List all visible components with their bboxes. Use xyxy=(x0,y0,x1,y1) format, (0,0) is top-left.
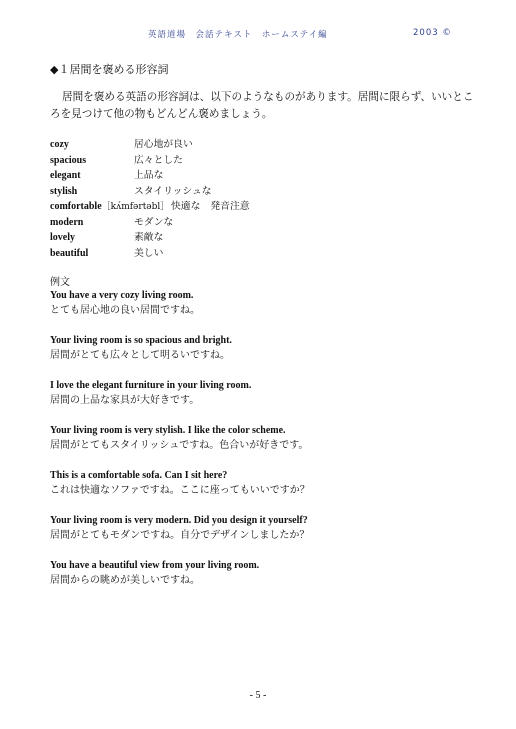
example-japanese: これは快適なソファですね。ここに座ってもいいですか？ xyxy=(50,485,310,496)
example-item xyxy=(50,558,480,588)
vocab-row xyxy=(50,168,470,184)
vocab-pronunciation: ［kʌ́mfərtəbl］ xyxy=(101,202,170,212)
example-japanese: とても居心地の良い居間ですね。 xyxy=(50,305,200,316)
example-english: You have a very cozy living room. xyxy=(50,290,194,301)
example-english: This is a comfortable sofa. Can I sit here? xyxy=(50,470,228,481)
page-header xyxy=(0,28,516,42)
vocab-row xyxy=(50,215,470,231)
vocab-japanese: 居心地が良い xyxy=(134,139,193,150)
vocabulary-list xyxy=(50,137,470,261)
example-english: Your living room is very stylish. I like the color scheme. xyxy=(50,425,286,436)
example-english: I love the elegant furniture in your living room. xyxy=(50,380,252,391)
vocab-english: spacious xyxy=(50,154,87,166)
vocab-english: beautiful xyxy=(50,247,89,259)
vocab-row xyxy=(50,246,470,262)
vocab-row xyxy=(50,230,470,246)
vocab-japanese: 広々とした xyxy=(134,154,183,166)
example-sentences xyxy=(50,288,480,603)
vocab-english: lovely xyxy=(50,232,75,243)
vocab-japanese: 美しい xyxy=(134,247,164,259)
example-japanese: 居間がとてもスタイリッシュですね。色合いが好きです。 xyxy=(50,440,309,451)
example-japanese: 居間からの眺めが美しいですね。 xyxy=(50,575,200,586)
page-number: - 5 - xyxy=(249,690,267,701)
example-english: You have a beautiful view from your living room. xyxy=(50,560,260,571)
vocab-row xyxy=(50,184,470,200)
vocab-english: cozy xyxy=(50,139,69,150)
vocab-japanese: スタイリッシュな xyxy=(134,185,212,197)
vocab-japanese-with-note xyxy=(171,199,250,215)
example-item xyxy=(50,333,480,363)
vocab-english: comfortable xyxy=(50,201,102,212)
example-japanese: 居間の上品な家具が大好きです。 xyxy=(50,395,200,406)
vocab-japanese: モダンな xyxy=(134,216,174,228)
example-item xyxy=(50,468,480,498)
example-japanese: 居間がとてもモダンですね。自分でデザインしましたか？ xyxy=(50,530,310,541)
vocab-japanese: 快適な xyxy=(171,201,201,212)
vocab-english-with-pronunciation xyxy=(50,199,169,216)
header-title: 英語道場 会話テキスト ホームステイ編 xyxy=(148,30,328,40)
example-item xyxy=(50,513,480,543)
example-english: Your living room is so spacious and bright. xyxy=(50,335,232,346)
intro-text: 居間を褒める英語の形容詞は、以下のようなものがあります。居間に限らず、いいところを見つけて他の物もどんどん褒めましょう。 xyxy=(50,91,474,120)
vocab-japanese: 素敵な xyxy=(134,232,164,243)
vocab-japanese: 上品な xyxy=(134,170,164,181)
vocab-english: stylish xyxy=(50,185,78,197)
vocab-english: modern xyxy=(50,216,84,228)
example-japanese: 居間がとても広々として明るいですね。 xyxy=(50,350,230,361)
example-item xyxy=(50,423,480,453)
section-title: ◆１居間を褒める形容詞 xyxy=(50,63,169,76)
example-english: Your living room is very modern. Did you design it yourself? xyxy=(50,515,308,526)
vocab-note: 発音注意 xyxy=(210,201,250,212)
vocab-row xyxy=(50,199,470,215)
examples-heading: 例文 xyxy=(50,277,70,288)
header-year: 2003 © xyxy=(413,28,452,38)
example-item xyxy=(50,378,480,408)
vocab-row xyxy=(50,153,470,169)
intro-paragraph xyxy=(50,89,474,123)
vocab-english: elegant xyxy=(50,170,81,181)
vocab-row xyxy=(50,137,470,153)
example-item xyxy=(50,288,480,318)
